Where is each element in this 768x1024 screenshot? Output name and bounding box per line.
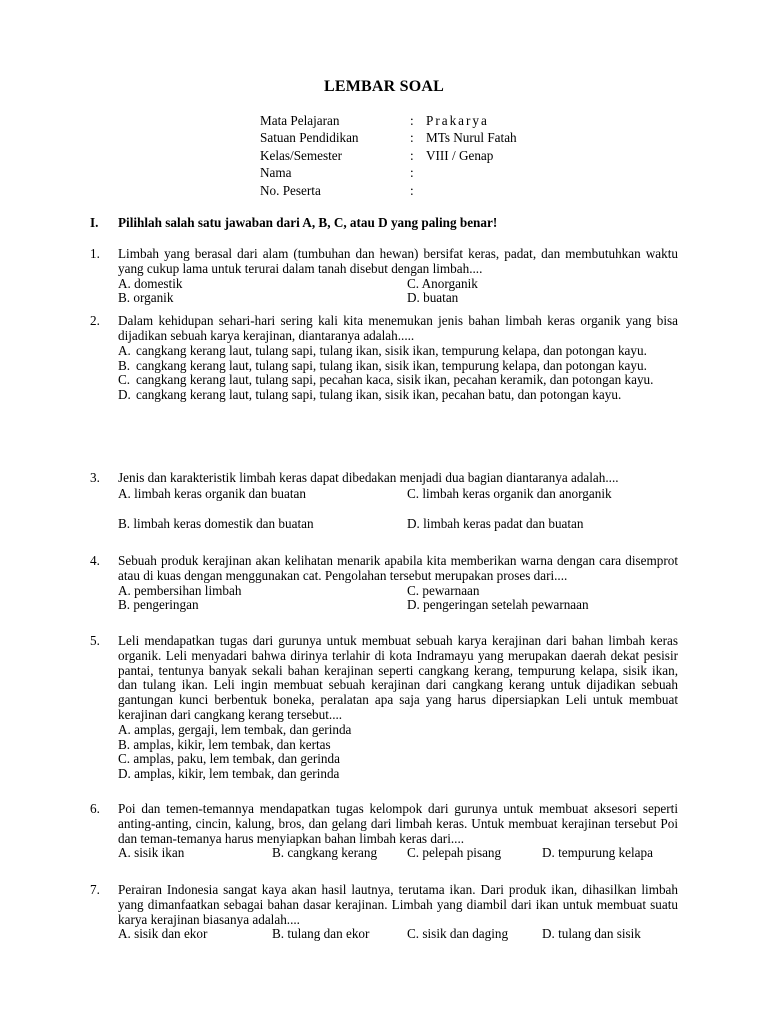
info-colon: : [410, 130, 414, 146]
section-instruction [90, 215, 497, 231]
question-6 [90, 802, 678, 861]
answer-options [118, 584, 678, 614]
page-title: LEMBAR SOAL [324, 78, 444, 95]
question-text: Perairan Indonesia sangat kaya akan hasil lautnya, terutama ikan. Dari produk ikan, dihasilkan limbah yang dimanfaatkan sebagai bahan dasar kerajinan. Limbah yang diambil dari ikan untuk membuat suatu karya kerajinan biasanya adalah.... [118, 882, 678, 927]
info-value: VIII / Genap [426, 147, 494, 163]
question-number: 7. [90, 882, 100, 897]
answer-options [118, 846, 678, 861]
option-letter: A. [118, 342, 131, 358]
question-7 [90, 883, 678, 942]
option-a[interactable]: A. pembersihan limbah [118, 582, 242, 598]
option-d[interactable]: D. pengeringan setelah pewarnaan [407, 597, 589, 613]
question-number: 6. [90, 801, 100, 816]
info-label: Mata Pelajaran [260, 113, 340, 128]
question-text: Jenis dan karakteristik limbah keras dapat dibedakan menjadi dua bagian diantaranya adalah.... [118, 470, 619, 485]
option-d[interactable] [118, 388, 678, 403]
question-text: Limbah yang berasal dari alam (tumbuhan dan hewan) bersifat keras, padat, dan membutuhkan waktu yang cukup lama untuk terurai dalam tanah disebut dengan limbah.... [118, 246, 678, 276]
question-5 [90, 634, 678, 782]
option-d[interactable]: D. amplas, kikir, lem tembak, dan gerinda [118, 766, 340, 782]
info-label: No. Peserta [260, 182, 321, 198]
question-text: Sebuah produk kerajinan akan kelihatan menarik apabila kita memberikan warna dengan cara disemprot atau di kuas dengan menggunakan cat. Pengolahan tersebut merupakan proses dari.... [118, 553, 678, 583]
option-letter: D. [118, 387, 131, 403]
option-d[interactable]: D. buatan [407, 290, 459, 306]
option-text: cangkang kerang laut, tulang sapi, tulang ikan, sisik ikan, pecahan batu, dan potongan kayu. [136, 387, 622, 403]
question-3 [90, 471, 678, 531]
option-b[interactable]: B. cangkang kerang [272, 845, 378, 861]
option-a[interactable]: A. sisik ikan [118, 845, 185, 861]
instruction-text: Pilihlah salah satu jawaban dari A, B, C, atau D yang paling benar! [118, 215, 498, 230]
option-d[interactable]: D. tulang dan sisik [542, 926, 641, 942]
option-a[interactable]: A. domestik [118, 275, 183, 291]
identity-table [260, 112, 517, 199]
question-text: Dalam kehidupan sehari-hari sering kali kita menemukan jenis bahan limbah keras organik yang bisa dijadikan sebuah karya kerajinan, diantaranya adalah..... [118, 313, 678, 343]
info-label: Satuan Pendidikan [260, 130, 359, 146]
option-letter: C. [118, 372, 131, 388]
option-b[interactable]: B. limbah keras domestik dan buatan [118, 515, 314, 531]
info-label: Nama [260, 165, 292, 181]
option-a[interactable]: A. limbah keras organik dan buatan [118, 485, 306, 501]
info-label: Kelas/Semester [260, 147, 343, 163]
option-c[interactable]: C. limbah keras organik dan anorganik [407, 485, 612, 501]
option-b[interactable]: B. pengeringan [118, 597, 199, 613]
option-text: cangkang kerang laut, tulang sapi, pecahan kaca, sisik ikan, pecahan keramik, dan potongan kayu. [136, 372, 654, 388]
option-b[interactable]: B. tulang dan ekor [272, 926, 370, 942]
option-text: cangkang kerang laut, tulang sapi, tulang ikan, sisik ikan, tempurung kelapa, dan potongan kayu. [136, 342, 647, 358]
option-d[interactable]: D. limbah keras padat dan buatan [407, 515, 584, 531]
question-number: 3. [90, 470, 100, 485]
option-a[interactable]: A. sisik dan ekor [118, 926, 208, 942]
answer-options [118, 487, 678, 532]
answer-options [118, 277, 678, 307]
option-b[interactable]: B. organik [118, 290, 174, 306]
question-number: 4. [90, 553, 100, 568]
question-text: Poi dan temen-temannya mendapatkan tugas kelompok dari gurunya untuk membuat aksesori seperti anting-anting, cincin, kalung, bros, dan gelang dari limbah keras. Untuk membuat kerajinan tersebut Poi dan teman-temanya harus menyiapkan bahan limbah keras dari.... [118, 801, 678, 846]
info-row-subject [260, 112, 517, 129]
option-a[interactable]: A. amplas, gergaji, lem tembak, dan gerinda [118, 721, 352, 737]
answer-options [118, 344, 678, 404]
option-a[interactable] [118, 344, 678, 359]
info-colon: : [410, 113, 414, 128]
option-letter: B. [118, 357, 131, 373]
question-text: Leli mendapatkan tugas dari gurunya untuk membuat sebuah karya kerajinan dari bahan limbah keras organik. Leli menyadari bahwa dirinya terlahir di kota Indramayu yang merupakan daerah dekat pesisir pantai, tentunya banyak sekali bahan kerajinan seperti cangkang kerang, tempurung kelapa, sisik ikan, dan tulang ikan. Leli ingin membuat sebuah kerajinan dari cangkang kerang untuk dijadikan sebuah gantungan kunci berbentuk boneka, peralatan apa saja yang harus dipersiapkan Leli untuk membuat kerajinan dari cangkang kerang tersebut.... [118, 633, 678, 722]
question-number: 5. [90, 633, 100, 648]
info-colon: : [410, 182, 414, 198]
option-c[interactable]: C. sisik dan daging [407, 926, 509, 942]
option-text: cangkang kerang laut, tulang sapi, tulang ikan, sisik ikan, tempurung kelapa, dan potongan kayu. [136, 357, 647, 373]
section-number: I. [90, 215, 99, 230]
option-b[interactable] [118, 359, 678, 374]
option-b[interactable]: B. amplas, kikir, lem tembak, dan kertas [118, 736, 331, 752]
info-value: MTs Nurul Fatah [426, 130, 517, 146]
info-colon: : [410, 165, 414, 181]
option-d[interactable]: D. tempurung kelapa [542, 845, 653, 861]
question-number: 1. [90, 246, 100, 261]
answer-options [118, 723, 678, 782]
question-number: 2. [90, 313, 100, 328]
info-value: Prakarya [426, 113, 489, 128]
option-c[interactable]: C. pewarnaan [407, 582, 480, 598]
option-c[interactable]: C. Anorganik [407, 275, 478, 291]
info-row-participant-number [260, 182, 517, 199]
question-2 [90, 314, 678, 403]
info-row-name [260, 164, 517, 181]
option-c[interactable]: C. amplas, paku, lem tembak, dan gerinda [118, 751, 340, 767]
question-4 [90, 554, 678, 613]
answer-options [118, 927, 678, 942]
info-colon: : [410, 147, 414, 163]
option-c[interactable]: C. pelepah pisang [407, 845, 502, 861]
question-1 [90, 247, 678, 306]
info-row-class [260, 147, 517, 164]
option-c[interactable] [118, 373, 678, 388]
info-row-school [260, 129, 517, 146]
